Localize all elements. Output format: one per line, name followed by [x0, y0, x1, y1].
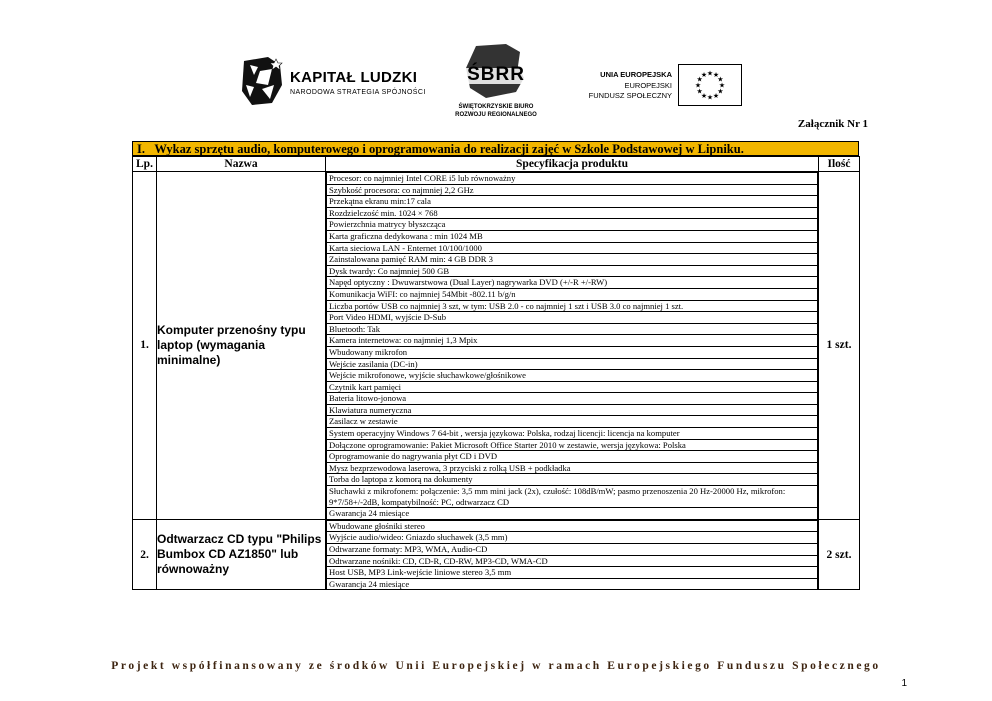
spec-item: Wejście zasilania (DC-in)	[326, 358, 818, 371]
section-number: I.	[137, 142, 145, 156]
kapital-ludzki-logo	[238, 55, 426, 107]
spec-item: Kamera internetowa: co najmniej 1,3 Mpix	[326, 334, 818, 347]
spec-item: Gwarancja 24 miesiące	[326, 578, 818, 591]
eu-star-icon: ★	[696, 75, 703, 84]
header-lp: Lp.	[133, 157, 157, 172]
eu-flag-icon	[678, 64, 742, 106]
sbrr-name: ŚBRR	[467, 64, 525, 85]
eu-star-icon: ★	[696, 87, 703, 96]
spec-item: Dołączone oprogramowanie: Pakiet Microsoft Office Starter 2010 w zestawie, wersja językowa: Polska	[326, 439, 818, 452]
eu-star-icon: ★	[706, 69, 714, 78]
spec-item: Torba do laptopa z komorą na dokumenty	[326, 473, 818, 486]
spec-item: Liczba portów USB co najmniej 3 szt, w tym: USB 2.0 - co najmniej 1 szt i USB 3.0 co najmniej 1 szt.	[326, 300, 818, 313]
spec-item: Port Video HDMI, wyjście D-Sub	[326, 311, 818, 324]
spec-item: Gwarancja 24 miesiące	[326, 507, 818, 520]
eu-star-icon: ★	[700, 91, 708, 100]
section-heading	[132, 141, 859, 156]
sbrr-line-2: ROZWOJU REGIONALNEGO	[455, 112, 537, 118]
row-spec-list	[326, 519, 819, 590]
eu-line-1: UNIA EUROPEJSKA	[600, 70, 672, 79]
spec-item: Karta graficzna dedykowana : min 1024 MB	[326, 230, 818, 243]
table-row	[133, 519, 860, 590]
spec-item: Zainstalowana pamięć RAM min: 4 GB DDR 3	[326, 253, 818, 266]
spec-item: Karta sieciowa LAN - Enternet 10/100/1000	[326, 242, 818, 255]
spec-item: Dysk twardy: Co najmniej 500 GB	[326, 265, 818, 278]
spec-item: Oprogramowanie do nagrywania płyt CD i DVD	[326, 450, 818, 463]
row-qty: 1 szt.	[819, 172, 860, 520]
spec-item: Odtwarzane nośniki: CD, CD-R, CD-RW, MP3-CD, WMA-CD	[326, 555, 818, 568]
row-qty: 2 szt.	[819, 519, 860, 590]
spec-item: Słuchawki z mikrofonem: połączenie: 3,5 mm mini jack (2x), czułość: 108dB/mW; pasmo przenoszenia 20 Hz-20000 Hz, mikrofon: 9*7/58+/-2dB, kompatybilność: PC, odtwarzacz CD	[326, 485, 818, 508]
kapital-ludzki-emblem-icon	[238, 55, 286, 107]
spec-item: Napęd optyczny : Dwuwarstwowa (Dual Layer) nagrywarka DVD (+/-R +/-RW)	[326, 276, 818, 289]
annex-label: Załącznik Nr 1	[797, 118, 868, 130]
eu-star-icon: ★	[718, 81, 726, 90]
spec-item: Wyjście audio/wideo: Gniazdo słuchawek (3,5 mm)	[326, 531, 818, 544]
spec-item: Procesor: co najmniej Intel CORE i5 lub równoważny	[326, 172, 818, 185]
spec-item: Powierzchnia matrycy błyszcząca	[326, 218, 818, 231]
eu-line-3: FUNDUSZ SPOŁECZNY	[588, 91, 672, 100]
kapital-ludzki-subtitle: NARODOWA STRATEGIA SPÓJNOŚCI	[290, 89, 426, 96]
spec-item: Mysz bezprzewodowa laserowa, 3 przyciski z rolką USB + podkładka	[326, 462, 818, 475]
eu-star-icon: ★	[694, 81, 702, 90]
spec-item: System operacyjny Windows 7 64-bit , wersja językowa: Polska, rodzaj licencji: licencja na komputer	[326, 427, 818, 440]
spec-item: Bluetooth: Tak	[326, 323, 818, 336]
table-row	[133, 172, 860, 520]
eu-star-icon: ★	[706, 93, 714, 102]
table-header-row	[133, 157, 860, 172]
spec-item: Komunikacja WiFI: co najmniej 54Mbit -802.11 b/g/n	[326, 288, 818, 301]
eu-star-icon: ★	[700, 71, 708, 80]
spec-item: Host USB, MP3 Link-wejście liniowe stereo 3,5 mm	[326, 566, 818, 579]
eu-star-icon: ★	[717, 75, 724, 84]
spec-item: Wbudowane głośniki stereo	[326, 520, 818, 533]
eu-star-icon: ★	[717, 87, 724, 96]
spec-item: Zasilacz w zestawie	[326, 415, 818, 428]
header-spec: Specyfikacja produktu	[326, 157, 819, 172]
row-lp: 2.	[133, 519, 157, 590]
equipment-table	[132, 156, 860, 590]
spec-item: Klawiatura numeryczna	[326, 404, 818, 417]
eu-star-icon: ★	[712, 91, 720, 100]
spec-item: Wbudowany mikrofon	[326, 346, 818, 359]
eu-star-icon: ★	[712, 71, 720, 80]
row-lp: 1.	[133, 172, 157, 520]
footer-text: Projekt współfinansowany ze środków Unii Europejskiej w ramach Europejskiego Funduszu Społecznego	[111, 660, 881, 672]
spec-item: Bateria litowo-jonowa	[326, 392, 818, 405]
sbrr-logo	[446, 42, 546, 122]
header-qty: Ilość	[819, 157, 860, 172]
row-spec-list	[326, 172, 819, 520]
section-title: Wykaz sprzętu audio, komputerowego i oprogramowania do realizacji zajęć w Szkole Podstawowej w Lipniku.	[154, 142, 744, 156]
spec-item: Odtwarzane formaty: MP3, WMA, Audio-CD	[326, 543, 818, 556]
spec-item: Czytnik kart pamięci	[326, 381, 818, 394]
row-name: Odtwarzacz CD typu "Philips Bumbox CD AZ1850" lub równoważny	[157, 519, 326, 590]
spec-item: Szybkość procesora: co najmniej 2,2 GHz	[326, 184, 818, 197]
header-name: Nazwa	[157, 157, 326, 172]
row-name: Komputer przenośny typu laptop (wymagania minimalne)	[157, 172, 326, 520]
spec-item: Wejście mikrofonowe, wyjście słuchawkowe/głośnikowe	[326, 369, 818, 382]
kapital-ludzki-title: KAPITAŁ LUDZKI	[290, 69, 418, 86]
spec-item: Przekątna ekranu min:17 cala	[326, 195, 818, 208]
eu-logo	[590, 64, 742, 106]
sbrr-line-1: ŚWIĘTOKRZYSKIE BIURO	[458, 104, 534, 110]
spec-item: Rozdzielczość min. 1024 × 768	[326, 207, 818, 220]
eu-line-2: EUROPEJSKI	[624, 81, 672, 90]
page-number: 1	[901, 678, 907, 689]
